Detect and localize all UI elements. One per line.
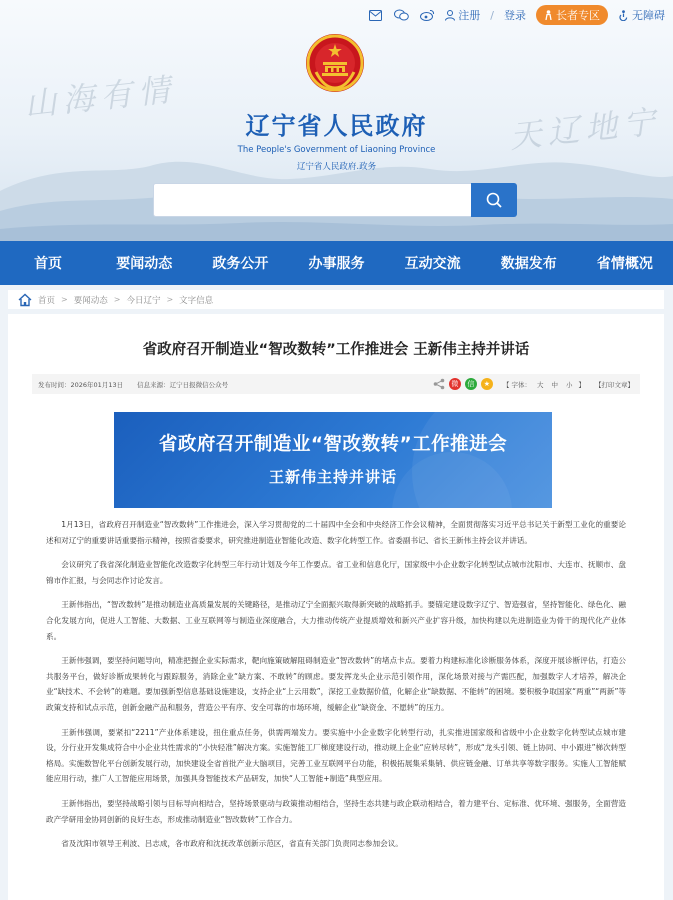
- article-title: 省政府召开制造业“智改数转”工作推进会 王新伟主持并讲话: [142, 342, 530, 358]
- user-icon: [445, 10, 455, 21]
- header-banner: [0, 0, 673, 241]
- chevron-right-icon: >: [166, 295, 174, 304]
- article-paragraph: 王新伟指出，“智改数转”是推动制造业高质量发展的关键路径，是推动辽宁全面振兴取得新突破的战略抓手。要锚定建设数字辽宁、智造强省，坚持智能化、绿色化、融合化发展方向，促进人工智能、大数据、工业互联网等与制造业深度融合，大力推动传统产业提质增效和新兴产业扩容升级，加快构建以先进制造业为骨干的现代化产业体系。: [46, 600, 626, 641]
- info-source: 信息来源：辽宁日报微信公众号: [137, 380, 229, 389]
- calligraphy-left: 山海有情: [22, 70, 178, 124]
- nav-services[interactable]: 办事服务: [308, 256, 365, 272]
- article-panel: [8, 314, 664, 900]
- wechat-share-icon[interactable]: 信: [465, 378, 477, 390]
- article-paragraph: 王新伟强调，要紧扣“2211”产业体系建设，扭住重点任务，供需两端发力。要实施中小企业数字化转型行动，扎实推进国家级和省级中小企业数字化转型试点城市建设，分行业开发集成符合中小企业共性需求的“小快轻准”解决方案。实施智能工厂梯度建设行动，推动规上企业“应转尽转”，形成“龙头引领、链上协同、中小跟进”梯次转型格局。实施数智化平台创新发展行动，加快建设全省首批产业大脑项目，完善工业互联网平台功能，积极拓展集采集销、供应链金融、订单共享等数字服务。实施人工智能赋能应用行动，推广人工智能应用场景，加强具身智能技术产品研发，加快“人工智能+制造”典型应用。: [46, 727, 626, 784]
- elder-icon: [544, 10, 553, 20]
- article-hero-image: [114, 412, 552, 508]
- print-button[interactable]: 【打印文章】: [595, 380, 634, 389]
- breadcrumb-current: 文字信息: [179, 295, 214, 306]
- hero-title: 省政府召开制造业“智改数转”工作推进会: [158, 434, 508, 455]
- article-paragraph: 会议研究了我省深化制造业智能化改造数字化转型三年行动计划及今年工作要点。省工业和信息化厅，国家级中小企业数字化转型试点城市沈阳市、大连市、抚顺市、盘锦市作汇报，与会同志作讨论发言。: [46, 560, 626, 585]
- register-label: 注册: [458, 9, 481, 22]
- top-utility-bar: [367, 5, 665, 25]
- register-link[interactable]: [445, 7, 480, 23]
- breadcrumb-home[interactable]: 首页: [38, 295, 56, 306]
- home-icon[interactable]: [18, 293, 32, 307]
- national-emblem-icon: [304, 32, 366, 94]
- font-size-small[interactable]: 小: [566, 380, 573, 389]
- article-paragraph: 王新伟指出，要坚持战略引领与目标导向相结合，坚持场景驱动与政策推动相结合，坚持生态共建与政企联动相结合，着力建平台、定标准、优环境、强服务，全面营造政产学研用金协同创新的良好生态，形成推动制造业“智改数转”工作合力。: [46, 798, 626, 824]
- weibo-share-icon[interactable]: 微: [449, 378, 461, 390]
- font-size-medium[interactable]: 中: [551, 380, 558, 389]
- calligraphy-right: 天辽地宁: [507, 102, 663, 156]
- article-paragraph: 1月13日，省政府召开制造业“智改数转”工作推进会，深入学习贯彻党的二十届四中全会和中央经济工作会议精神，全面贯彻落实习近平总书记关于新型工业化的重要论述和对辽宁的重要讲话重要指示精神，按照省委要求，研究推进制造业智能化改造、数字化转型工作。省委副书记、省长王新伟主持会议并讲话。: [46, 520, 626, 545]
- nav-news[interactable]: 要闻动态: [116, 256, 173, 272]
- publish-date: 发布时间：2026年01月13日: [38, 380, 124, 389]
- hero-subtitle: 王新伟主持并讲话: [268, 468, 397, 486]
- nav-data[interactable]: 数据发布: [500, 256, 557, 272]
- mail-icon[interactable]: [367, 7, 383, 23]
- share-icon[interactable]: [433, 378, 445, 390]
- site-subtitle: 辽宁省人民政府.政务: [296, 162, 377, 172]
- article-tools: [433, 378, 634, 390]
- search-input[interactable]: [153, 183, 471, 217]
- main-nav: [0, 241, 673, 285]
- article-body: [46, 517, 626, 861]
- nav-gov-affairs[interactable]: 政务公开: [212, 256, 269, 272]
- chevron-right-icon: >: [61, 295, 68, 304]
- nav-interaction[interactable]: 互动交流: [404, 256, 461, 272]
- font-size-label: 【 字体：: [502, 380, 531, 389]
- nav-overview[interactable]: 省情概况: [596, 256, 653, 272]
- elder-zone-label: 长者专区: [556, 9, 600, 22]
- font-size-close: 】: [578, 380, 585, 389]
- article-paragraph: 省及沈阳市领导王利波、吕志成，各市政府和沈抚改革创新示范区，省直有关部门负责同志参加会议。: [61, 839, 403, 849]
- qzone-share-icon[interactable]: ★: [481, 378, 493, 390]
- topbar-divider: /: [490, 8, 494, 22]
- elder-zone-button[interactable]: [536, 5, 608, 25]
- breadcrumb-today[interactable]: 今日辽宁: [126, 295, 161, 306]
- accessibility-icon: [618, 10, 629, 21]
- nav-home[interactable]: 首页: [34, 256, 63, 272]
- search-icon: [486, 192, 502, 208]
- wechat-icon[interactable]: [393, 7, 409, 23]
- article-paragraph: 王新伟强调，要坚持问题导向，精准把握企业实际需求，靶向施策破解阻碍制造业“智改数转”的堵点卡点。要着力构建标准化诊断服务体系，深度开展诊断评估，打造公共服务平台，做好诊断成果转化与跟踪服务，消除企业“缺方案、不敢转”的顾虑。要发挥龙头企业示范引领作用，深化场景对接与产需匹配，加强数字人才培养，解决企业“缺技术、不会转”的难题。要加强新型信息基础设施建设，支持企业“上云用数”，深挖工业数据价值，化解企业“缺数据、不能转”的困境。要积极争取国家“两重”“两新”等政策支持和试点示范，创新金融产品和服务，营造公平有序、安全可靠的市场环境，缓解企业“缺资金、不愿转”的压力。: [46, 656, 626, 712]
- weibo-icon[interactable]: [419, 7, 435, 23]
- breadcrumb: [8, 290, 664, 309]
- login-link[interactable]: 登录: [504, 9, 526, 22]
- site-title-english: The People's Government of Liaoning Province: [237, 145, 436, 155]
- search-button[interactable]: [471, 183, 517, 217]
- accessibility-label: 无障碍: [632, 9, 665, 22]
- article-meta-bar: [32, 374, 640, 394]
- site-title: 辽宁省人民政府: [245, 111, 428, 140]
- font-size-large[interactable]: 大: [537, 380, 544, 389]
- chevron-right-icon: >: [113, 295, 121, 304]
- search-bar: [153, 183, 517, 217]
- accessibility-link[interactable]: [618, 7, 665, 23]
- breadcrumb-news[interactable]: 要闻动态: [73, 295, 108, 306]
